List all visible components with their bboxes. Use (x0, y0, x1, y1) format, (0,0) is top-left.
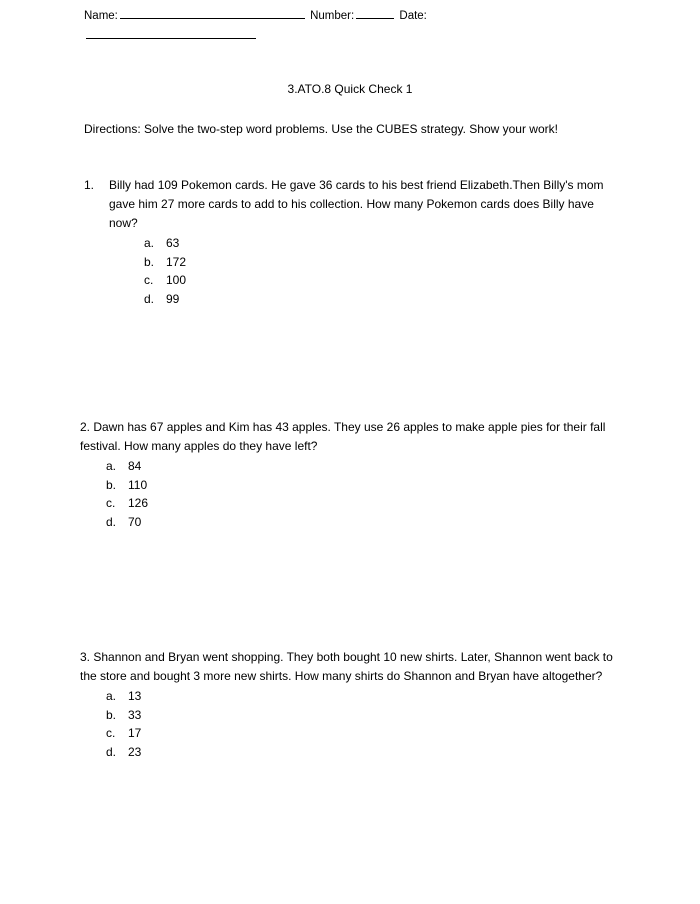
number-blank-line[interactable] (356, 7, 394, 19)
question-1-text: Billy had 109 Pokemon cards. He gave 36 cards to his best friend Elizabeth.Then Billy's mom gave him 27 more cards to add to his collection. How many Pokemon cards does Billy have now? (109, 178, 604, 230)
question-1-choices (144, 234, 619, 308)
name-label: Name: (84, 10, 118, 22)
choice-letter: c. (144, 273, 154, 288)
choice-letter: b. (144, 254, 155, 269)
choice-option[interactable] (106, 724, 620, 743)
choice-option[interactable] (106, 494, 620, 513)
choice-option[interactable] (106, 743, 620, 762)
question-2 (80, 418, 620, 531)
choice-text: 84 (128, 459, 142, 473)
question-3-text: 3. Shannon and Bryan went shopping. They both bought 10 new shirts. Later, Shannon went back to the store and bought 3 more new shirts. How many shirts do Shannon and Bryan have altogether? (80, 650, 613, 683)
question-3 (80, 648, 620, 761)
choice-option[interactable] (106, 687, 620, 706)
choice-letter: d. (106, 744, 117, 759)
choice-text: 172 (166, 254, 187, 269)
choice-text: 13 (128, 689, 142, 703)
choice-letter: c. (106, 496, 116, 511)
choice-option[interactable] (144, 253, 619, 272)
choice-text: 110 (128, 477, 148, 492)
choice-option[interactable] (106, 457, 620, 476)
choice-letter: a. (106, 689, 117, 703)
student-info-line-continued (84, 26, 258, 46)
choice-option[interactable] (106, 476, 620, 495)
choice-option[interactable] (144, 234, 619, 253)
question-1-number: 1. (84, 178, 95, 192)
choice-letter: d. (144, 291, 155, 306)
choice-letter: a. (106, 459, 117, 473)
number-label: Number: (310, 10, 355, 22)
page-title: 3.ATO.8 Quick Check 1 (287, 82, 413, 96)
question-2-text: 2. Dawn has 67 apples and Kim has 43 apples. They use 26 apples to make apple pies for their fall festival. How many apples do they have left? (80, 420, 606, 453)
choice-text: 17 (128, 726, 142, 741)
choice-text: 126 (128, 496, 149, 511)
choice-text: 33 (128, 707, 142, 722)
name-blank-line[interactable] (120, 7, 305, 19)
choice-option[interactable] (144, 271, 619, 290)
choice-letter: d. (106, 514, 117, 529)
choice-option[interactable] (106, 513, 620, 532)
date-blank-line[interactable] (86, 27, 256, 39)
question-3-choices (106, 687, 620, 761)
question-2-choices (106, 457, 620, 531)
student-info-line (84, 6, 644, 26)
choice-letter: a. (144, 236, 155, 250)
choice-option[interactable] (144, 290, 619, 309)
directions-text: Directions: Solve the two-step word problems. Use the CUBES strategy. Show your work! (84, 122, 558, 136)
choice-letter: b. (106, 477, 117, 492)
choice-text: 23 (128, 744, 142, 759)
choice-letter: c. (106, 726, 116, 741)
question-1 (84, 176, 619, 308)
choice-text: 63 (166, 236, 180, 250)
choice-letter: b. (106, 707, 117, 722)
choice-option[interactable] (106, 706, 620, 725)
choice-text: 99 (166, 291, 180, 306)
date-label: Date: (399, 10, 427, 22)
choice-text: 70 (128, 514, 142, 529)
choice-text: 100 (166, 273, 187, 288)
